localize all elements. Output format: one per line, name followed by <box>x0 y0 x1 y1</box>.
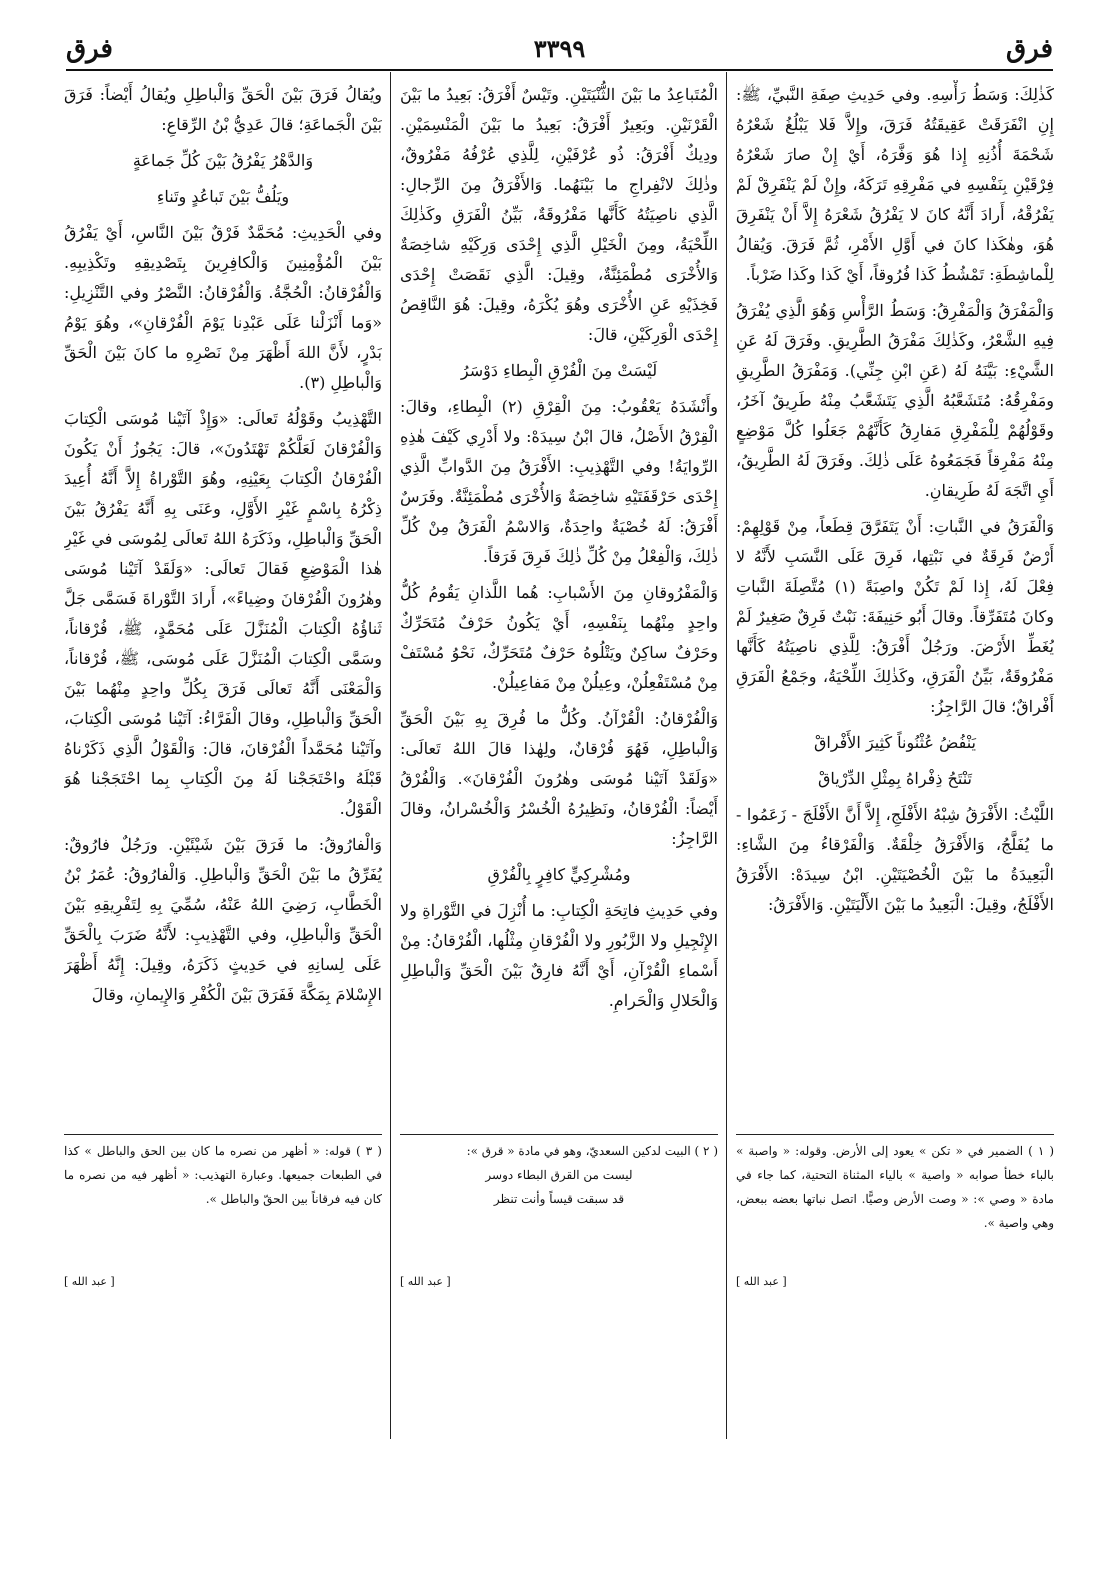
editor-signature: [ عبد الله ] <box>736 1275 787 1288</box>
column-body <box>736 80 1054 1128</box>
editor-signature: [ عبد الله ] <box>400 1275 451 1288</box>
verse-line: ومُشْرِكِيٍّ كافِرٍ بِالْفُرْقِ <box>487 865 631 884</box>
verse-line: تَنْتَحُ ذِفْراهُ بِمِثْلِ الدِّرْياقْ <box>818 769 972 788</box>
header-headword-left: فرق <box>66 34 113 64</box>
paragraph: التَّهْذِيبُ وقَوْلُهُ تَعالَى: «وَإِذْ آتَيْنا مُوسَى الْكِتابَ وَالْفُرْقانَ لَعَلَّكُمْ تَهْتَدُونَ»، قالَ: يَجُوزُ أَنْ يَكُونَ الْفُرْقانُ الْكِتابَ بِعَيْنِهِ، وهُوَ التَّوْراةُ إِلاَّ أَنَّهُ أُعِيدَ ذِكْرُهُ بِاسْمٍ غَيْرِ الأَوَّلِ، وعَنَى بِهِ أَنَّهُ يَفْرُقُ بَيْنَ الْحَقِّ وَالْباطِلِ، وذَكَرَهُ اللهُ تَعالَى لِمُوسَى في غَيْرِ هٰذا الْمَوْضِعِ فَقالَ تَعالَى: «وَلَقَدْ آتَيْنا مُوسَى وهٰرُونَ الْفُرْقانَ وضِياءً»، أَرادَ التَّوْراةَ فَسَمَّى جَلَّ ثَناؤُهُ الْكِتابَ الْمُنَزَّلَ عَلَى مُحَمَّدٍ، ﷺ، فُرْقاناً، وسَمَّى الْكِتابَ الْمُنَزَّلَ عَلَى مُوسَى، ﷺ، فُرْقاناً، وَالْمَعْنَى أَنَّهُ تَعالَى فَرَقَ بِكُلِّ واحِدٍ مِنْهُما بَيْنَ الْحَقِّ وَالْباطِلِ، وقالَ الْفَرَّاءُ: آتَيْنا مُوسَى الْكِتابَ، وآتَيْنا مُحَمَّداً الْفُرْقانَ، قالَ: وَالْقَوْلُ الَّذِي ذَكَرْناهُ قَبْلَهُ واحْتَجَجْنا لَهُ مِنَ الْكِتابِ بِما احْتَجَجْنا هُوَ الْقَوْلُ. <box>64 409 382 818</box>
paragraph: الْمُتَباعِدُ ما بَيْنَ الثُّنْيَتَيْنِ. وتَيْسٌ أَفْرَقُ: بَعِيدُ ما بَيْنَ الْقَرْنَيْنِ. وبَعِيرٌ أَفْرَقُ: بَعِيدُ ما بَيْنَ الْمَنْسِمَيْنِ. ودِيكٌ أَفْرَقُ: ذُو عُرْفَيْنِ، لِلَّذِي عُرْفُهُ مَفْرُوقٌ، وذٰلِكَ لانْفِراجِ ما بَيْنَهُما. وَالأَفْرَقُ مِنَ الرِّجالِ: الَّذِي ناصِيَتُهُ كَأَنَّها مَفْرُوقَةٌ، بَيِّنُ الْفَرَقِ وكَذٰلِكَ اللِّحْيَةُ، ومِنَ الْخَيْلِ الَّذِي إِحْدَى وَرِكَيْهِ شاخِصَةٌ وَالأُخْرَى مُطْمَئِنَّةٌ، وقِيلَ: الَّذِي نَقَصَتْ إِحْدَى فَخِذَيْهِ عَنِ الأُخْرَى وهُوَ يُكْرَهُ، وقِيلَ: هُوَ النَّاقِصُ إِحْدَى الْوَرِكَيْنِ، قالَ: <box>400 85 718 344</box>
verse-line: يَنْفُضُ عُثْنُوناً كَثِيرَ الأَفْراقْ <box>813 733 977 752</box>
footnote-rule <box>64 1134 382 1135</box>
text-column-left <box>64 80 382 1288</box>
paragraph: وَالْفُرْقانُ: الْقُرْآنُ. وكُلُّ ما فُرِقَ بِهِ بَيْنَ الْحَقِّ وَالْباطِلِ، فَهُوَ فُرْقانٌ، ولِهٰذا قالَ اللهُ تَعالَى: «وَلَقَدْ آتَيْنا مُوسَى وهٰرُونَ الْفُرْقانَ». وَالْفُرْقُ أَيْضاً: الْفُرْقانُ، ونَظِيرُهُ الْخُسْرُ وَالْخُسْرانُ، وقالَ الرَّاجِزُ: <box>400 709 718 848</box>
text-column-middle <box>400 80 718 1288</box>
column-divider <box>390 72 391 1439</box>
footnote-rule <box>400 1134 718 1135</box>
paragraph: اللَّيْثُ: الأَفْرَقُ شِبْهُ الأَفْلَجِ، إِلاَّ أَنَّ الأَفْلَجَ - زَعَمُوا - ما يُفَلَّجُ، وَالأَفْرَقُ خِلْقَةٌ. وَالْفَرْقاءُ مِنَ الشَّاءِ: الْبَعِيدَةُ ما بَيْنَ الْخُصْيَتَيْنِ. ابْنُ سِيدَهْ: الأَفْرَقُ الأَفْلَجُ، وقِيلَ: الْبَعِيدُ ما بَيْنَ الأَلْيَتَيْنِ. وَالأَفْرَقُ: <box>736 805 1054 914</box>
page-header <box>60 30 1059 70</box>
text-column-right <box>736 80 1054 1288</box>
header-headword-right: فرق <box>1006 34 1053 64</box>
paragraph: وفي حَدِيثِ فاتِحَةِ الْكِتابِ: ما أُنْزِلَ في التَّوْراةِ ولا الإِنْجِيلِ ولا الزَّبُورِ ولا الْفُرْقانِ مِثْلُها، الْفُرْقانُ: مِنْ أَسْماءِ الْقُرْآنِ، أَيْ أَنَّهُ فارِقٌ بَيْنَ الْحَقِّ وَالْباطِلِ وَالْحَلالِ وَالْحَرامِ. <box>400 901 718 1010</box>
column-divider <box>726 72 727 1439</box>
footnote-text: ( ٣ ) قوله: « أظهر من نصره ما كان بين الحق والباطل » كذا في الطبعات جميعها. وعبارة التهذيب: « أظهر فيه من نصره ما كان فيه فرقاناً بين الحقّ والباطل ». <box>64 1144 382 1206</box>
footnote-verse: قد سبقت قيساً وأنت تنظر <box>493 1192 625 1206</box>
footnote-verse: ليست من القرق البطاء دوسر <box>485 1168 633 1182</box>
footnote-text: ( ١ ) الضمير في « تكن » يعود إلى الأرض. وقوله: « واصبة » بالباء خطأ صوابه « واصية » بالياء المثناة التحتية، كما جاء في مادة « وصي »: « وصت الأرض وصيًّا. اتصل نباتها بعضه ببعض، وهي واصية ». <box>736 1144 1054 1230</box>
paragraph: وَالْمَفْرَقُ وَالْمَفْرِقُ: وَسَطُ الرَّأْسِ وَهُوَ الَّذِي يُفْرَقُ فِيهِ الشَّعْرُ، وكَذٰلِكَ مَفْرَقُ الطَّرِيقِ. وفَرَقَ لَهُ عَنِ الشَّيْءِ: بَيَّنَهُ لَهُ (عَنِ ابْنِ جِنِّي). وَمَفْرَقُ الطَّرِيقِ ومَفْرِقُهُ: مُتَشَعَّبُهُ الَّذِي يَتَشَعَّبُ مِنْهُ طَرِيقٌ آخَرُ، وقَوْلُهُمْ لِلْمَفْرِقِ مَفارِقُ كَأَنَّهُمْ جَعَلُوا كُلَّ مَوْضِعٍ مِنْهُ مَفْرِقاً فَجَمَعُوهُ عَلَى ذٰلِكَ. وفَرَقَ لَهُ الطَّرِيقُ، أَيِ اتَّجَهَ لَهُ طَرِيقانِ. <box>736 301 1054 500</box>
verse-line: لَيْسَتْ مِنَ الْفُرْقِ الْبِطاءِ دَوْسَرُ <box>460 361 658 380</box>
paragraph: وأَنْشَدَهُ يَعْقُوبُ: مِنَ الْقِرْقِ (٢) الْبِطاءِ، وقالَ: الْقِرْقُ الأَصْلُ، قالَ ابْنُ سِيدَهْ: ولا أَدْرِي كَيْفَ هٰذِهِ الرِّوايَةُ! وفي التَّهْذِيبِ: الأَفْرَقُ مِنَ الدَّوابِّ الَّذِي إِحْدَى حَرْقَفَتَيْهِ شاخِصَةٌ وَالأُخْرَى مُطْمَئِنَّةٌ. وفَرَسٌ أَفْرَقُ: لَهُ خُصْيَةٌ واحِدَةٌ، وَالاسْمُ الْفَرَقُ مِنْ كُلِّ ذٰلِكَ، وَالْفِعْلُ مِنْ كُلِّ ذٰلِكَ فَرِقَ فَرَقاً. <box>400 397 718 566</box>
footnote <box>64 1139 382 1269</box>
column-body <box>64 80 382 1128</box>
header-rule <box>66 69 1053 71</box>
verse-line: وَالدَّهْرُ يَفْرُقُ بَيْنَ كُلِّ جَماعَةٍ <box>132 151 314 170</box>
paragraph: وَالْمَفْرُوقانِ مِنَ الأَسْبابِ: هُما اللَّذانِ يَقُومُ كُلُّ واحِدٍ مِنْهُما بِنَفْسِهِ، أَيْ يَكُونُ حَرْفٌ مُتَحَرِّكٌ وحَرْفٌ ساكِنٌ ويَتْلُوهُ حَرْفٌ مُتَحَرِّكٌ، نَحْوُ مُسْتَفْ مِنْ مُسْتَفْعِلُنْ، وعِيلُنْ مِنْ مَفاعِيلُنْ. <box>400 583 718 692</box>
paragraph: وفي الْحَدِيثِ: مُحَمَّدٌ فَرْقٌ بَيْنَ النَّاسِ، أَيْ يَفْرُقُ بَيْنَ الْمُؤْمِنِينَ وَالْكافِرِينَ بِتَصْدِيقِهِ وتَكْذِيبِهِ. وَالْفُرْقانُ: الْحُجَّةُ. وَالْفُرْقانُ: النَّصْرُ وفي التَّنْزِيلِ: «وَما أَنْزَلْنا عَلَى عَبْدِنا يَوْمَ الْفُرْقانِ»، وهُوَ يَوْمُ بَدْرٍ، لأَنَّ اللهَ أَظْهَرَ مِنْ نَصْرِهِ ما كانَ بَيْنَ الْحَقِّ وَالْباطِلِ (٣). <box>64 223 382 392</box>
paragraph: ويُقالُ فَرَقَ بَيْنَ الْحَقِّ وَالْباطِلِ ويُقالُ أَيْضاً: فَرَقَ بَيْنَ الْجَماعَةِ؛ قالَ عَدِيُّ بْنُ الرِّقاعِ: <box>64 85 382 134</box>
verse-line: ويَلُفُّ بَيْنَ تَباعُدٍ وتَناءِ <box>156 187 290 206</box>
editor-signature: [ عبد الله ] <box>64 1275 115 1288</box>
paragraph: وَالْفارُوقُ: ما فَرَقَ بَيْنَ شَيْئَيْنِ. ورَجُلٌ فارُوقٌ: يُفَرِّقُ ما بَيْنَ الْحَقِّ وَالْباطِلِ. وَالْفارُوقُ: عُمَرُ بْنُ الْخَطَّابِ، رَضِيَ اللهُ عَنْهُ، سُمِّيَ بِهِ لِتَفْرِيقِهِ بَيْنَ الْحَقِّ وَالْباطِلِ، وفي التَّهْذِيبِ: لأَنَّهُ ضَرَبَ بِالْحَقِّ عَلَى لِسانِهِ في حَدِيثٍ ذَكَرَهُ، وقِيلَ: إِنَّهُ أَظْهَرَ الإِسْلامَ بِمَكَّةَ فَفَرَقَ بَيْنَ الْكُفْرِ وَالإِيمانِ، وقالَ <box>64 835 382 1004</box>
paragraph: كَذٰلِكَ: وَسَطُ رَأْسِهِ. وفي حَدِيثِ صِفَةِ النَّبيِّ، ﷺ: إِنِ انْفَرَقَتْ عَقِيقَتُهُ فَرَقَ، وإِلاَّ فَلا يَبْلُغُ شَعْرُهُ شَحْمَةَ أُذُنِهِ إِذا هُوَ وَفَّرَهُ، أَيْ إِنْ صارَ شَعْرُهُ فِرْقَيْنِ بِنَفْسِهِ في مَفْرِقِهِ تَرَكَهُ، وإِنْ لَمْ يَنْفَرِقْ لَمْ يَفْرُقْهُ، أَرادَ أَنَّهُ كانَ لا يَفْرُقُ شَعْرَهُ إِلاَّ أَنْ يَنْفَرِقَ هُوَ، وهٰكَذا كانَ في أَوَّلِ الأَمْرِ، ثُمَّ فَرَقَ. وَيُقالُ لِلْماشِطَةِ: تَمْشُطُ كَذا فُرُوقاً، أَيْ كَذا وكَذا ضَرْباً. <box>736 85 1054 284</box>
footnote-rule <box>736 1134 1054 1135</box>
paragraph: وَالْفَرَقُ في النَّباتِ: أَنْ يَتَفَرَّقَ قِطَعاً، مِنْ قَوْلِهِمْ: أَرْضٌ فَرِقَةٌ في نَبْتِها، فَرِقَ عَلَى النَّسَبِ لأَنَّهُ لا فِعْلَ لَهُ، إِذا لَمْ تَكُنْ واصِبَةً (١) مُتَّصِلَةَ النَّباتِ وكانَ مُتَفَرِّقاً. وقالَ أَبُو حَنِيفَةَ: نَبْتٌ فَرِقٌ صَغِيرٌ لَمْ يُغَطِّ الأَرْضَ. ورَجُلٌ أَفْرَقُ: لِلَّذِي ناصِيَتُهُ كَأَنَّها مَفْرُوقَةٌ، بَيِّنُ الْفَرَقِ، وكَذٰلِكَ اللِّحْيَةُ، وجَمْعُ الْفَرَقِ أَفْراقٌ؛ قالَ الرَّاجِزُ: <box>736 517 1054 716</box>
page-number: ٣٣٩٩ <box>533 34 586 63</box>
footnote <box>736 1139 1054 1269</box>
footnote-text: ( ٢ ) البيت لدكين السعديّ، وهو في مادة « قرق »: <box>466 1144 718 1158</box>
column-body <box>400 80 718 1128</box>
footnote <box>400 1139 718 1269</box>
